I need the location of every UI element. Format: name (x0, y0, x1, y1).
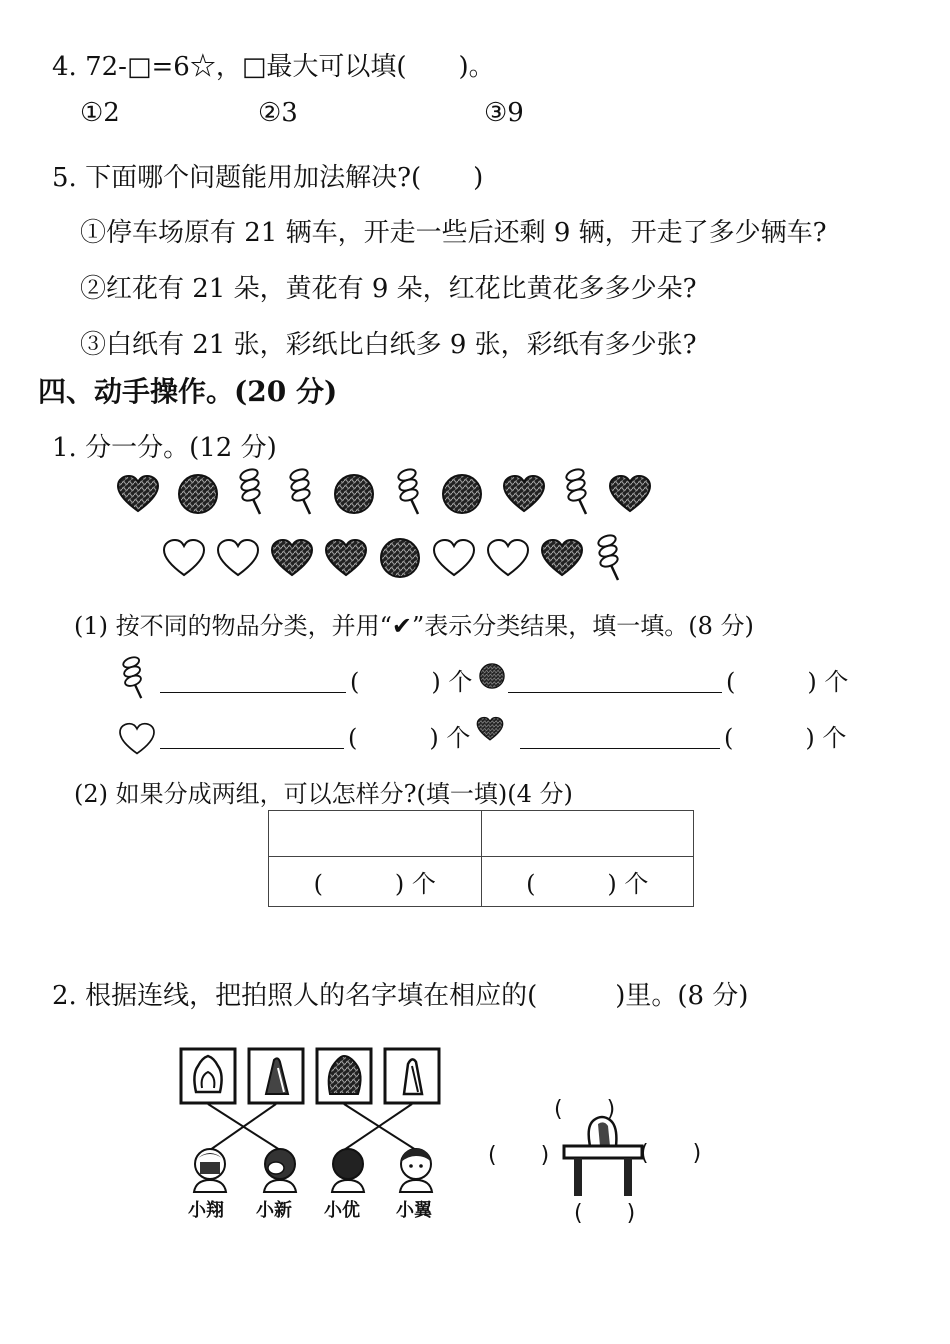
group-1-description-cell[interactable] (269, 811, 482, 857)
q4-option-1: ①2 (80, 98, 120, 128)
q4-option-3: ③9 (484, 98, 524, 128)
skewer-icon (236, 468, 266, 516)
answer-paren-left[interactable]: ( ) (488, 1143, 550, 1168)
answer-paren-right[interactable]: ( ) (640, 1141, 702, 1166)
group-2-count-cell[interactable]: ( ) 个 (481, 857, 694, 907)
photo-frame-1 (180, 1048, 236, 1104)
part1-title: 1. 分一分。(12 分) (52, 433, 277, 463)
heart-count[interactable]: ( ) 个 (348, 724, 471, 752)
dark-heart-icon (270, 538, 314, 578)
heart-icon (432, 538, 476, 578)
q4-stem: 4. 72-□=6☆，□最大可以填( )。 (52, 52, 495, 82)
child-photographer-4 (394, 1146, 438, 1192)
child-name-3: 小优 (324, 1200, 360, 1221)
skewer-icon (562, 468, 592, 516)
skewer-icon (394, 468, 424, 516)
q5-option-1: ①停车场原有 21 辆车，开走一些后还剩 9 辆，开走了多少辆车? (80, 218, 827, 248)
dark-heart-count[interactable]: ( ) 个 (724, 724, 847, 752)
child-photographer-2 (258, 1146, 302, 1192)
heart-icon (118, 722, 156, 756)
group-2-description-cell[interactable] (481, 811, 694, 857)
photo-frame-4 (384, 1048, 440, 1104)
dark-heart-icon (608, 474, 652, 514)
group-1-count-cell[interactable]: ( ) 个 (269, 857, 482, 907)
part2-title: 2. 根据连线，把拍照人的名字填在相应的( )里。(8 分) (52, 981, 749, 1011)
heart-icon (486, 538, 530, 578)
cookie-count[interactable]: ( ) 个 (726, 668, 849, 696)
dark-heart-icon (540, 538, 584, 578)
dark-heart-icon (116, 474, 160, 514)
child-photographer-3 (326, 1146, 370, 1192)
cookie-icon (176, 472, 220, 516)
cookie-icon (378, 536, 422, 580)
heart-icon (162, 538, 206, 578)
dark-heart-icon (324, 538, 368, 578)
dark-heart-icon (502, 474, 546, 514)
skewer-icon (118, 656, 148, 700)
q5-option-3: ③白纸有 21 张，彩纸比白纸多 9 张，彩纸有多少张? (80, 330, 697, 360)
answer-paren-top[interactable]: ( ) (554, 1097, 616, 1122)
q4-option-2: ②3 (258, 98, 298, 128)
photo-frame-2 (248, 1048, 304, 1104)
skewer-answer-line[interactable] (160, 666, 346, 693)
section-title: 四、动手操作。(20 分) (38, 375, 338, 408)
photo-frame-3 (316, 1048, 372, 1104)
q5-option-2: ②红花有 21 朵，黄花有 9 朵，红花比黄花多多少朵? (80, 274, 697, 304)
cookie-icon (440, 472, 484, 516)
skewer-icon (286, 468, 316, 516)
cookie-answer-line[interactable] (508, 666, 722, 693)
child-name-4: 小翼 (396, 1200, 432, 1221)
heart-icon (216, 538, 260, 578)
sub-question-1: (1) 按不同的物品分类，并用“✔”表示分类结果，填一填。(8 分) (74, 612, 754, 640)
q5-stem: 5. 下面哪个问题能用加法解决?( ) (52, 163, 484, 193)
cookie-icon (478, 662, 506, 690)
table-with-object (560, 1110, 650, 1200)
child-photographer-1 (188, 1146, 232, 1192)
skewer-icon (594, 534, 624, 582)
heart-answer-line[interactable] (160, 722, 344, 749)
cookie-icon (332, 472, 376, 516)
dark-heart-icon (476, 716, 504, 742)
grouping-table (268, 810, 694, 907)
dark-heart-answer-line[interactable] (520, 722, 720, 749)
child-name-1: 小翔 (188, 1200, 224, 1221)
child-name-2: 小新 (256, 1200, 292, 1221)
answer-paren-bottom[interactable]: ( ) (574, 1201, 636, 1226)
sub-question-2: (2) 如果分成两组，可以怎样分?(填一填)(4 分) (74, 780, 573, 808)
skewer-count[interactable]: ( ) 个 (350, 668, 473, 696)
